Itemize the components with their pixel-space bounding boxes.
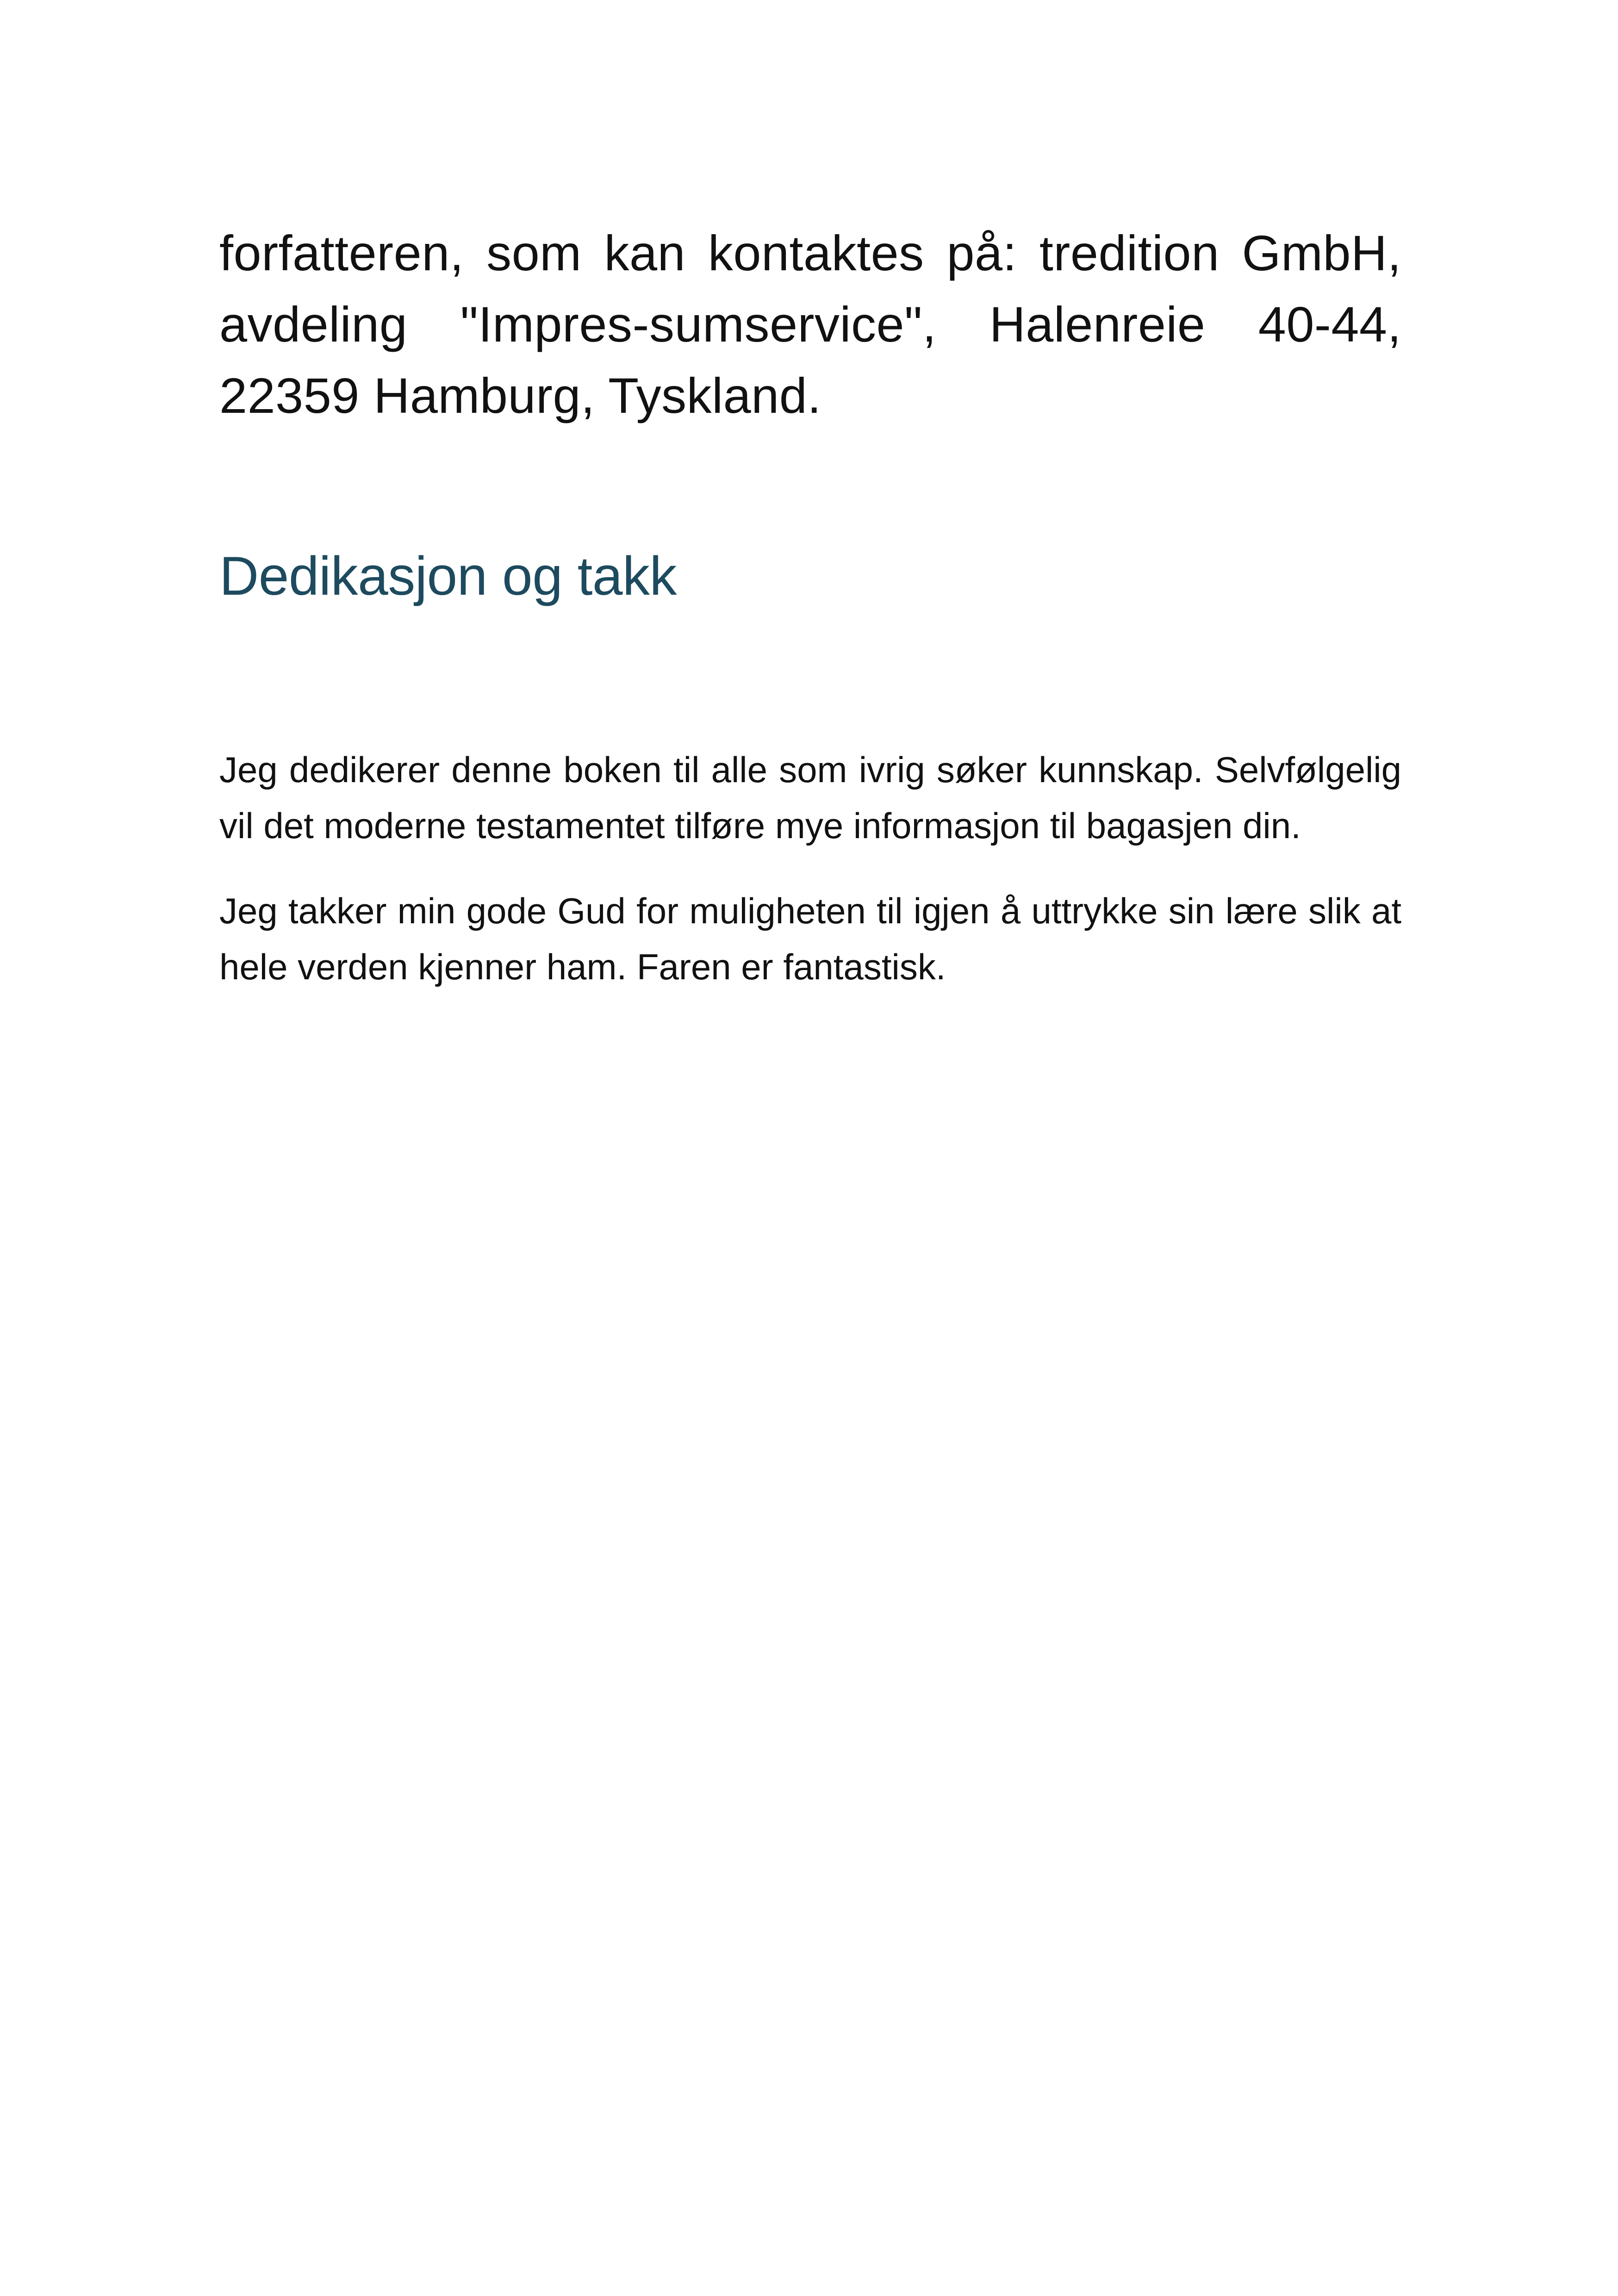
- lead-paragraph: forfatteren, som kan kontaktes på: tredition GmbH, avdeling "Impres-sumservice", Halenreie 40-44, 22359 Hamburg, Tyskland.: [219, 225, 1401, 423]
- thanks-paragraph: Jeg takker min gode Gud for muligheten til igjen å uttrykke sin lære slik at hele verden kjenner ham. Faren er fantastisk.: [219, 890, 1401, 987]
- dedication-paragraph: Jeg dedikerer denne boken til alle som ivrig søker kunnskap. Selvfølgelig vil det moderne testamentet tilføre mye informasjon til bagasjen din.: [219, 749, 1401, 846]
- page-content: [219, 218, 1401, 995]
- section-heading: Dedikasjon og takk: [219, 546, 677, 607]
